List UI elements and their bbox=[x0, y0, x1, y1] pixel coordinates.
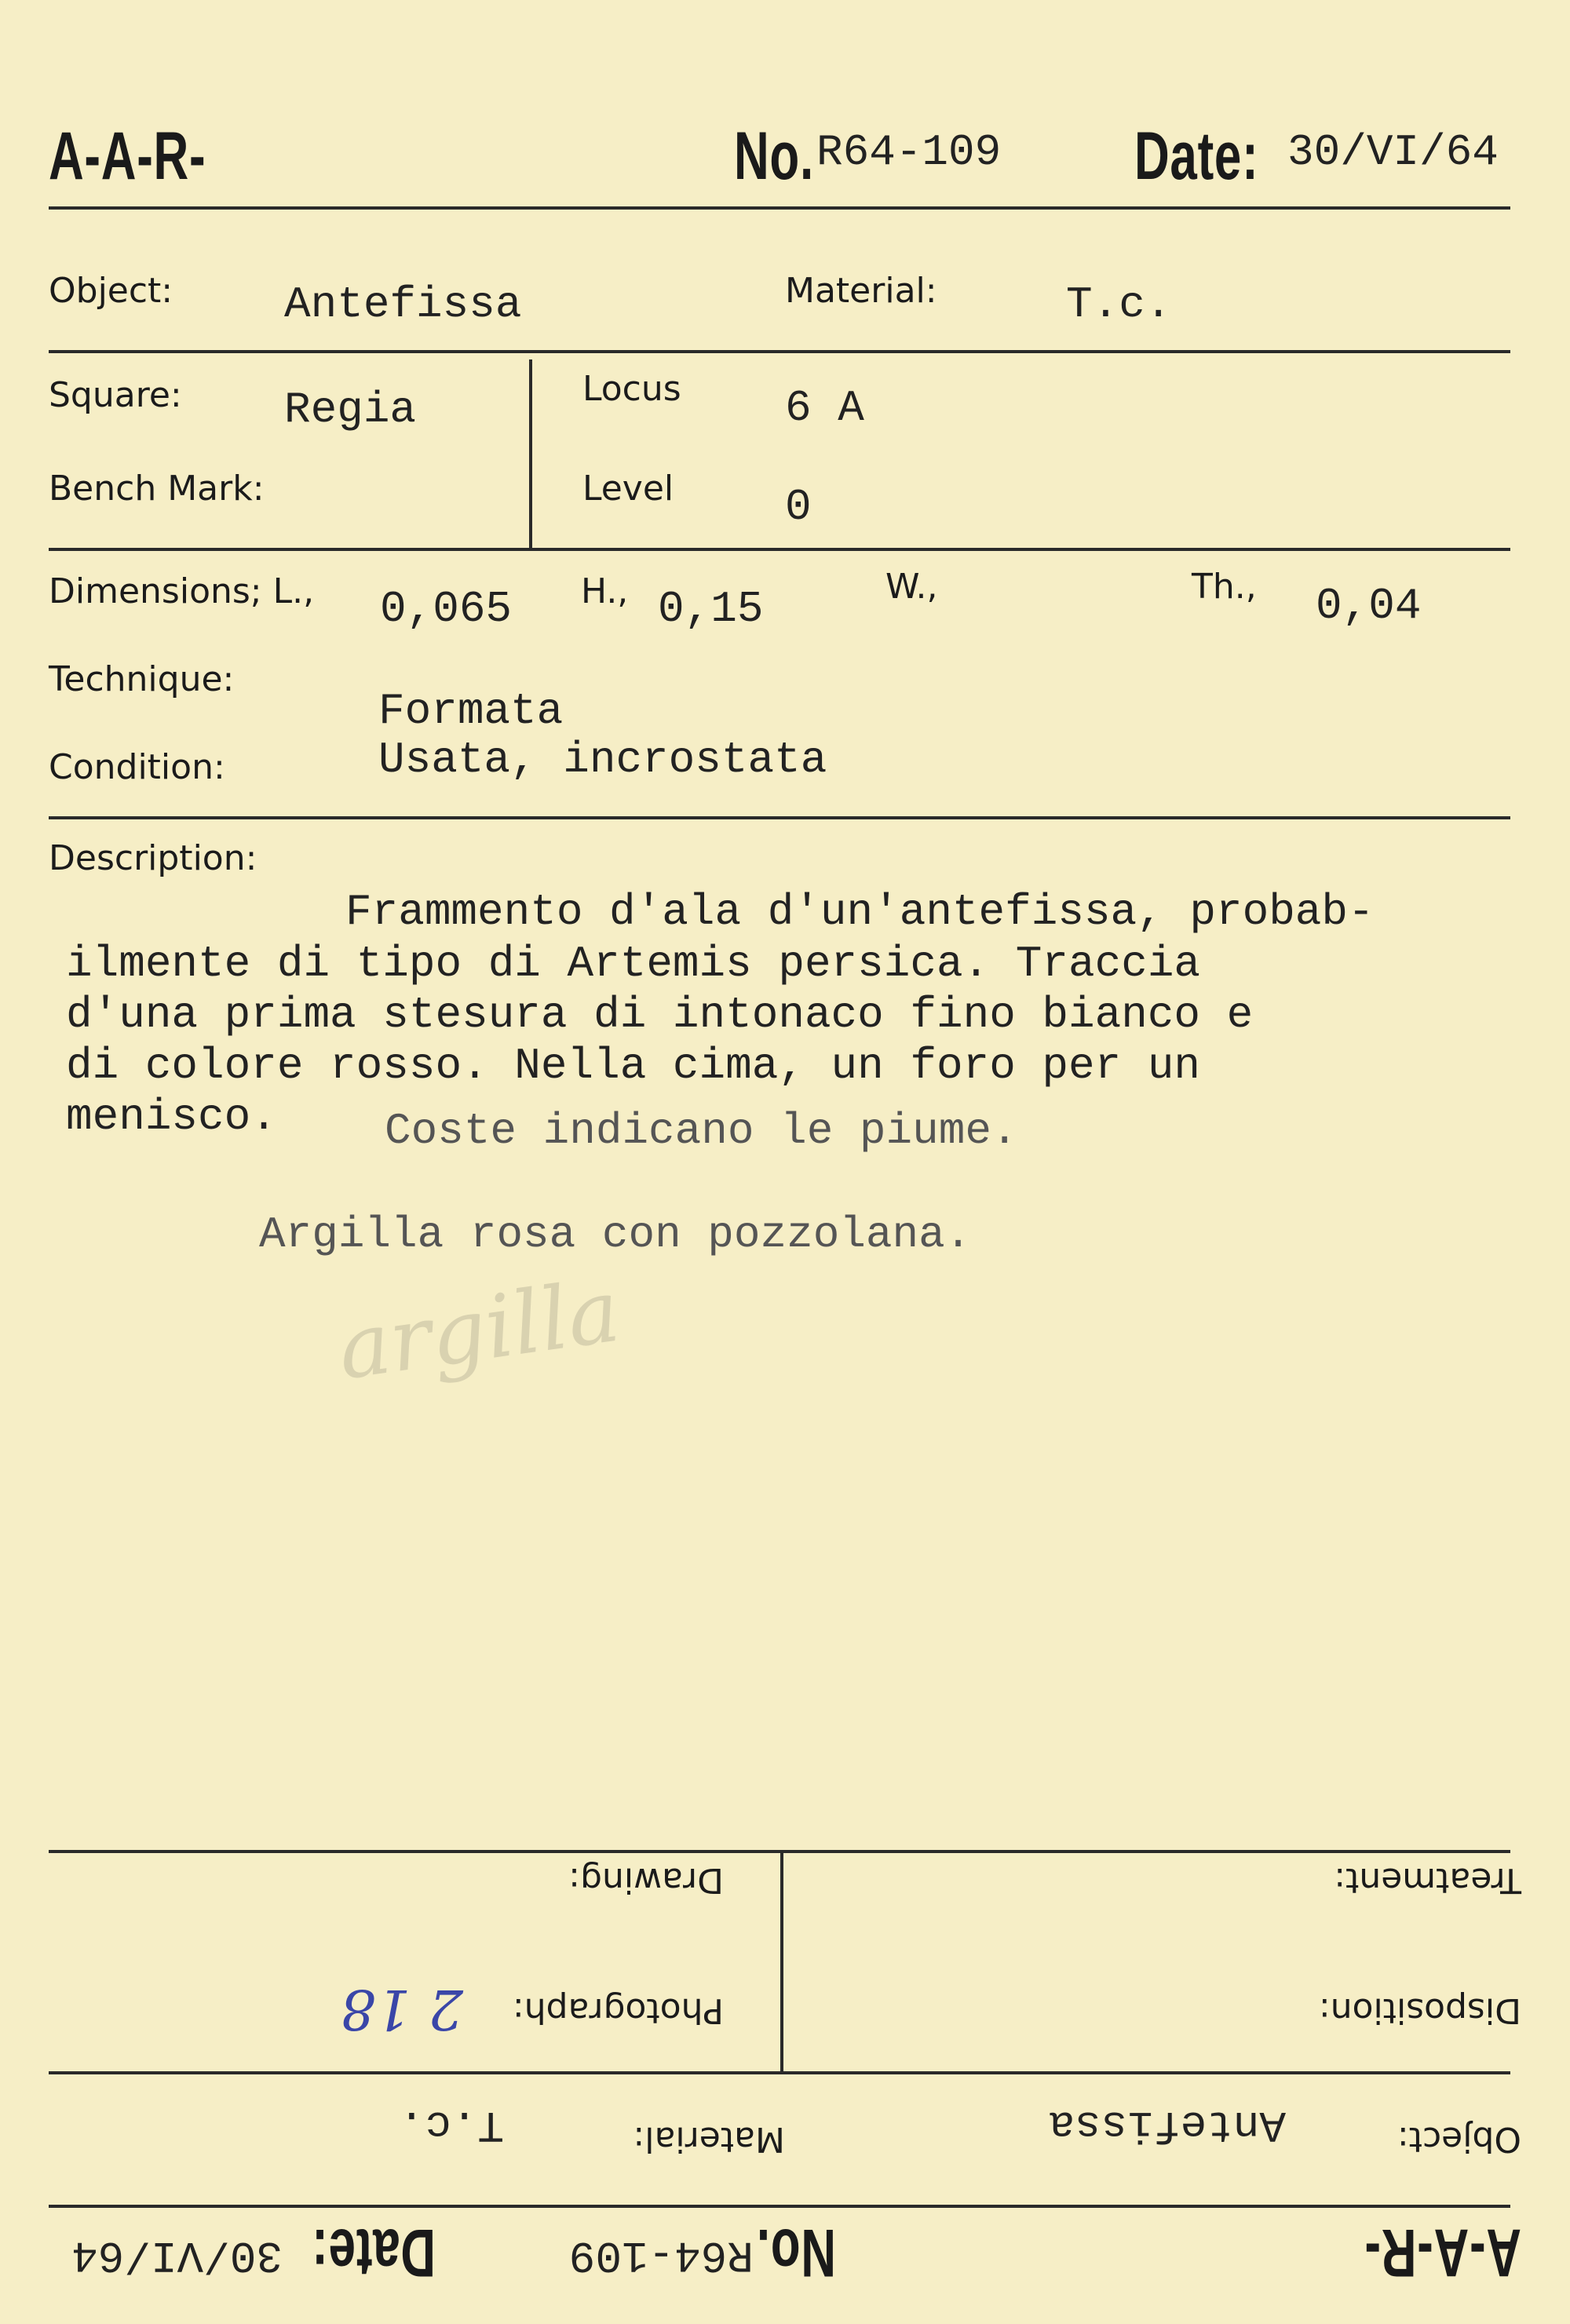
technique-value: Formata bbox=[378, 686, 564, 736]
photograph-label: Photograph: bbox=[512, 1990, 724, 2030]
thickness-label: Th., bbox=[1192, 567, 1257, 607]
description-addendum: Coste indicano le piume. bbox=[385, 1106, 1018, 1156]
inverted-date-label: Date: bbox=[311, 2215, 436, 2290]
technique-label: Technique: bbox=[49, 659, 235, 699]
locus-label: Locus bbox=[582, 369, 681, 409]
object-label: Object: bbox=[49, 271, 173, 311]
header-rule bbox=[49, 206, 1510, 210]
square-label: Square: bbox=[49, 375, 182, 415]
material-label: Material: bbox=[785, 271, 937, 311]
institution-label: A-A-R- bbox=[49, 119, 206, 194]
length-value: 0,065 bbox=[380, 584, 513, 634]
inverted-number-value: R64-109 bbox=[568, 2230, 754, 2280]
level-value: 0 bbox=[785, 482, 812, 532]
number-value: R64-109 bbox=[816, 127, 1002, 177]
bench-mark-label: Bench Mark: bbox=[49, 469, 265, 509]
inverted-object-value: Antefissa bbox=[1048, 2100, 1286, 2150]
inverted-section bbox=[0, 1711, 1570, 2324]
description-label: Description: bbox=[49, 838, 257, 878]
inverted-divider bbox=[780, 1850, 783, 2074]
drawing-label: Drawing: bbox=[568, 1860, 724, 1900]
height-label: H., bbox=[581, 571, 629, 611]
locus-value: 6 A bbox=[785, 383, 864, 433]
description-line: menisco. bbox=[66, 1092, 277, 1142]
condition-value: Usata, incrostata bbox=[378, 735, 827, 785]
date-value: 30/VI/64 bbox=[1287, 127, 1499, 177]
locus-rule bbox=[49, 548, 1510, 551]
inverted-number-label: No. bbox=[756, 2215, 836, 2290]
object-rule bbox=[49, 350, 1510, 353]
inverted-material-value: T.c. bbox=[398, 2100, 504, 2150]
condition-label: Condition: bbox=[49, 747, 225, 787]
inverted-material-label: Material: bbox=[633, 2119, 785, 2159]
square-divider bbox=[529, 359, 532, 548]
condition-rule bbox=[49, 816, 1510, 819]
object-value: Antefissa bbox=[284, 279, 522, 330]
inverted-object-label: Object: bbox=[1397, 2119, 1521, 2159]
height-value: 0,15 bbox=[658, 584, 764, 634]
description-line: d'una prima stesura di intonaco fino bianco e bbox=[66, 990, 1254, 1040]
disposition-label: Disposition: bbox=[1318, 1990, 1521, 2030]
date-label: Date: bbox=[1134, 119, 1259, 194]
thickness-value: 0,04 bbox=[1316, 581, 1422, 631]
material-value: T.c. bbox=[1066, 279, 1172, 330]
number-label: No. bbox=[734, 119, 814, 194]
description-line: Frammento d'ala d'un'antefissa, probab- bbox=[345, 887, 1375, 937]
description-line: di colore rosso. Nella cima, un foro per un bbox=[66, 1041, 1201, 1091]
inverted-date-value: 30/VI/64 bbox=[71, 2230, 283, 2280]
photograph-value: 2 18 bbox=[341, 1977, 463, 2041]
dimensions-label: Dimensions; L., bbox=[49, 571, 315, 611]
treatment-label: Treatment: bbox=[1334, 1860, 1521, 1900]
clay-note: Argilla rosa con pozzolana. bbox=[259, 1209, 972, 1260]
square-value: Regia bbox=[284, 385, 417, 435]
inverted-header-rule bbox=[49, 2205, 1510, 2208]
inverted-object-rule bbox=[49, 2071, 1510, 2074]
level-label: Level bbox=[582, 469, 674, 509]
description-line: ilmente di tipo di Artemis persica. Traccia bbox=[66, 939, 1201, 989]
pencil-note: argilla bbox=[331, 1260, 626, 1399]
inverted-institution-label: A-A-R- bbox=[1364, 2215, 1521, 2290]
width-label: W., bbox=[885, 567, 938, 607]
inverted-section-rule bbox=[49, 1850, 1510, 1853]
